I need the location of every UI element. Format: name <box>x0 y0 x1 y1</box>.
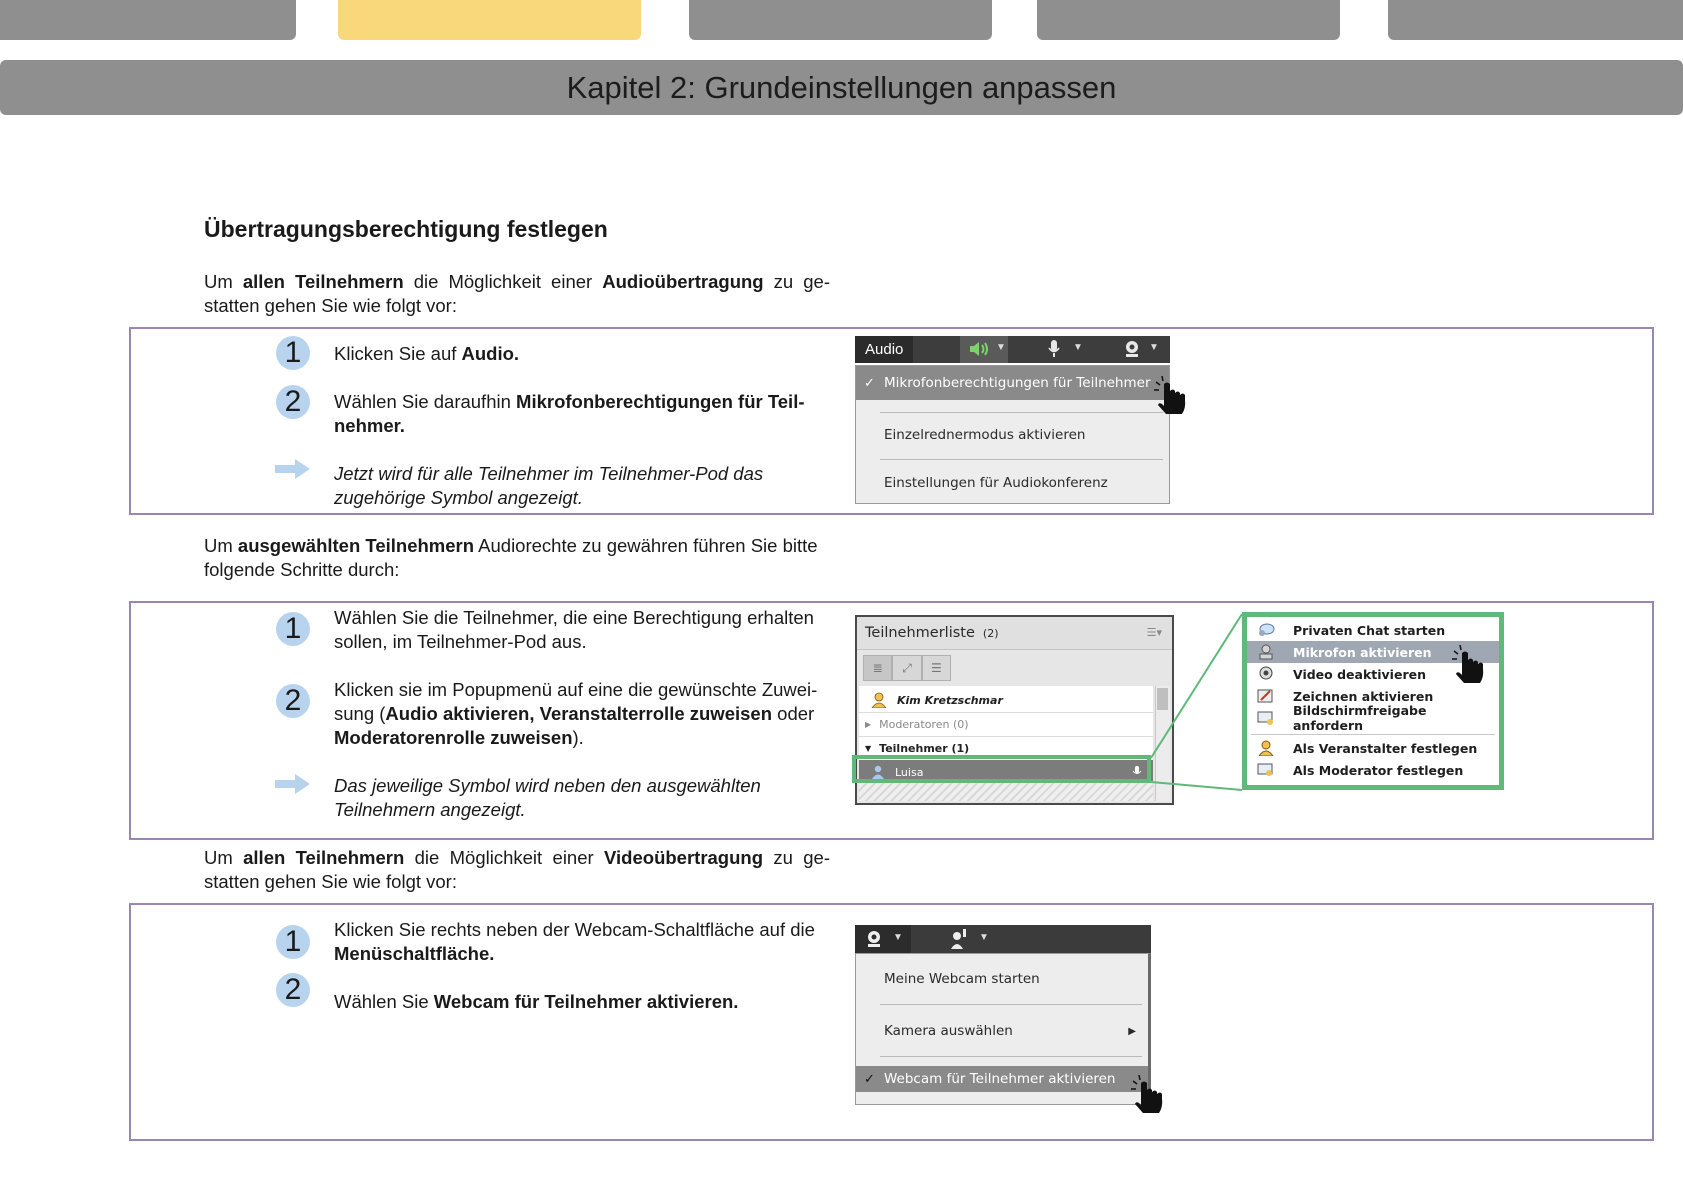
callout-connector <box>1150 612 1246 792</box>
nav-tab-1[interactable] <box>0 0 296 40</box>
chevron-down-icon[interactable]: ▼ <box>893 932 903 943</box>
fullscreen-icon[interactable]: ⤢ <box>892 655 921 681</box>
group-moderators[interactable]: ▶ Moderatoren (0) <box>859 712 1153 736</box>
nav-tab-4[interactable] <box>1037 0 1340 40</box>
chapter-title: Kapitel 2: Grundeinstellungen anpassen <box>566 69 1117 105</box>
participant-context-menu <box>1242 612 1504 790</box>
speaker-button[interactable] <box>960 336 1008 363</box>
audio-step-2: Wählen Sie daraufhin Mikrofonberechtigungen für Teil-nehmer. <box>334 391 805 436</box>
group-participants[interactable]: ▼ Teilnehmer (1) <box>859 736 1153 760</box>
step-number-2: 2 <box>276 385 310 419</box>
microphone-icon <box>1257 644 1275 660</box>
step-number-2: 2 <box>276 973 310 1007</box>
audio-step-1: Klicken Sie auf Audio. <box>334 343 520 364</box>
step-number-1: 1 <box>276 925 310 959</box>
menu-item-disable-video[interactable]: Video deaktivieren <box>1247 663 1499 685</box>
webcam-icon <box>1123 340 1141 358</box>
selection-highlight <box>852 755 1151 783</box>
menu-item-enable-drawing[interactable]: Zeichnen aktivieren <box>1247 685 1499 707</box>
microphone-button[interactable] <box>1035 336 1087 363</box>
webcam-button[interactable] <box>855 925 911 953</box>
webcam-icon <box>1257 666 1275 682</box>
raise-hand-icon <box>949 929 969 949</box>
chevron-down-icon[interactable]: ▼ <box>996 342 1006 353</box>
menu-item-set-host[interactable]: Als Veranstalter festlegen <box>1247 737 1499 759</box>
result-arrow-icon <box>275 458 311 480</box>
user-view-icon[interactable]: ☰ <box>922 655 951 681</box>
menu-divider <box>1251 734 1495 735</box>
selected-step-2: Klicken sie im Popupmenü auf eine die gewünschte Zuwei-sung (Audio aktivieren, Veranstalterrolle zuweisen oder Moderatorenrolle zuweisen). <box>334 679 818 748</box>
audio-result: Jetzt wird für alle Teilnehmer im Teilnehmer-Pod das zugehörige Symbol angezeigt. <box>334 463 764 508</box>
menu-item-set-presenter[interactable]: Als Moderator festlegen <box>1247 759 1499 781</box>
host-icon <box>1257 740 1275 756</box>
menu-item-single-speaker[interactable]: Einzelrednermodus aktivieren <box>884 427 1086 443</box>
draw-icon <box>1257 688 1275 704</box>
speaker-icon <box>968 340 990 358</box>
menu-item-enable-participant-webcam[interactable]: ✓ Webcam für Teilnehmer aktivieren <box>856 1066 1148 1092</box>
pointer-hand-icon <box>1154 376 1190 416</box>
checkmark-icon: ✓ <box>864 1071 875 1087</box>
participant-row[interactable]: Kim Kretzschmar <box>859 688 1153 712</box>
video-step-1: Klicken Sie rechts neben der Webcam-Schaltfläche auf die Menüschaltfläche. <box>334 919 815 964</box>
audio-menu-screenshot <box>855 336 1170 504</box>
chat-icon <box>1257 622 1275 638</box>
selected-result: Das jeweilige Symbol wird neben den ausgewählten Teilnehmern angezeigt. <box>334 775 761 820</box>
list-view-icon[interactable]: ≣ <box>863 655 892 681</box>
menu-item-audio-conference-settings[interactable]: Einstellungen für Audiokonferenz <box>884 475 1108 491</box>
raise-hand-button[interactable] <box>939 925 995 953</box>
chevron-down-icon[interactable]: ▼ <box>1073 342 1083 353</box>
participant-list <box>859 686 1153 801</box>
pod-empty-area <box>859 781 1153 801</box>
menu-divider <box>880 412 1163 413</box>
video-step-2: Wählen Sie Webcam für Teilnehmer aktivieren. <box>334 991 739 1012</box>
nav-tab-3[interactable] <box>689 0 992 40</box>
microphone-icon <box>1047 340 1061 358</box>
pod-header <box>857 617 1172 650</box>
intro-audio-selected: Um ausgewählten Teilnehmern Audiorechte zu gewähren führen Sie bitte folgende Schritte durch: <box>204 535 818 580</box>
presenter-icon <box>1257 762 1275 778</box>
nav-tab-2-active[interactable] <box>338 0 641 40</box>
screenshare-icon <box>1257 710 1275 726</box>
menu-item-request-screenshare[interactable]: Bildschirmfreigabe anfordern <box>1247 707 1499 729</box>
host-icon <box>871 692 887 708</box>
selected-step-1: Wählen Sie die Teilnehmer, die eine Berechtigung erhalten sollen, im Teilnehmer-Pod aus. <box>334 607 814 652</box>
participant-row-selected[interactable]: Luisa <box>859 760 1153 784</box>
menu-item-mic-permissions[interactable]: ✓ Mikrofonberechtigungen für Teilnehmer <box>856 366 1169 400</box>
audio-button[interactable]: Audio <box>855 336 913 363</box>
chevron-down-icon[interactable]: ▼ <box>979 932 989 943</box>
webcam-icon <box>865 930 883 948</box>
intro-audio-all: Um allen Teilnehmern die Möglichkeit einer Audioübertragung zu ge-statten gehen Sie wie folgt vor: <box>204 271 830 316</box>
menu-item-select-camera[interactable]: Kamera auswählen ▶ <box>884 1023 1136 1039</box>
intro-video-all: Um allen Teilnehmern die Möglichkeit einer Videoübertragung zu ge-statten gehen Sie wie folgt vor: <box>204 847 830 892</box>
pointer-hand-icon <box>1131 1075 1167 1115</box>
pod-view-toolbar <box>863 655 951 681</box>
menu-item-private-chat[interactable]: Privaten Chat starten <box>1247 619 1499 641</box>
pointer-hand-icon <box>1452 645 1488 685</box>
audio-dropdown-menu <box>855 365 1170 504</box>
pod-title: Teilnehmerliste <box>865 625 975 641</box>
menu-divider <box>880 459 1163 460</box>
webcam-dropdown-menu <box>855 953 1151 1105</box>
webcam-toolbar <box>855 925 1151 953</box>
menu-divider <box>880 1056 1142 1057</box>
chapter-title-bar <box>0 60 1683 115</box>
chevron-down-icon[interactable]: ▼ <box>865 744 872 753</box>
pod-options-icon[interactable]: ☰▾ <box>1146 626 1162 639</box>
checkmark-icon: ✓ <box>864 375 875 391</box>
result-arrow-icon <box>275 773 311 795</box>
section-title: Übertragungsberechtigung festlegen <box>204 216 608 242</box>
nav-tab-5[interactable] <box>1388 0 1683 40</box>
menu-item-enable-microphone[interactable]: Mikrofon aktivieren <box>1247 641 1499 663</box>
step-number-2: 2 <box>276 684 310 718</box>
submenu-arrow-icon: ▶ <box>1128 1025 1136 1037</box>
pod-count: (2) <box>982 626 999 640</box>
webcam-button[interactable] <box>1113 336 1165 363</box>
step-number-1: 1 <box>276 336 310 370</box>
chevron-down-icon[interactable]: ▼ <box>1149 342 1159 353</box>
step-number-1: 1 <box>276 612 310 646</box>
menu-item-start-webcam[interactable]: Meine Webcam starten <box>884 971 1040 987</box>
chevron-right-icon[interactable]: ▶ <box>865 720 872 729</box>
menu-divider <box>880 1004 1142 1005</box>
